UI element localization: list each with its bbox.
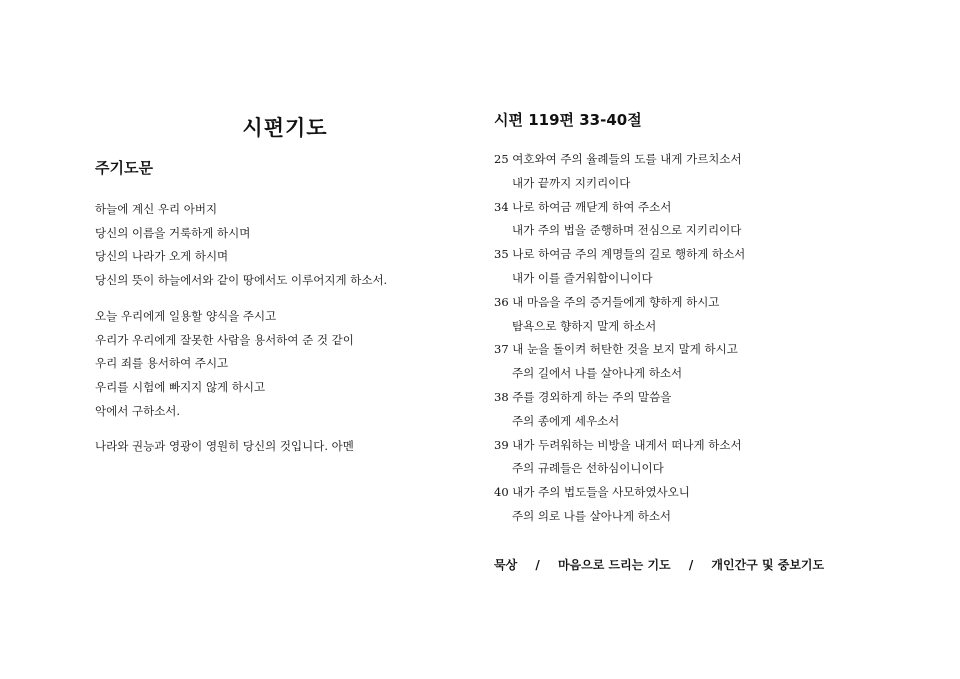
verse-line: 39 내가 두려워하는 비방을 내게서 떠나게 하소서 [494, 437, 742, 452]
verse-continuation: 내가 끝까지 지키리이다 [512, 175, 631, 190]
prayer-line: 우리가 우리에게 잘못한 사람을 용서하여 준 것 같이 [95, 332, 354, 347]
footer-item-intercession: 개인간구 및 중보기도 [711, 558, 825, 572]
footer-separator: / [535, 558, 540, 572]
verse-line: 37 내 눈을 돌이켜 허탄한 것을 보지 말게 하시고 [494, 342, 738, 357]
prayer-line: 하늘에 계신 우리 아버지 [95, 202, 218, 216]
verse-continuation: 주의 종에게 세우소서 [512, 413, 620, 428]
prayer-paragraph [95, 305, 455, 424]
verse [494, 148, 914, 196]
prayer-paragraph [95, 435, 455, 459]
verse [494, 434, 914, 482]
prayer-line: 당신의 나라가 오게 하시며 [95, 249, 229, 264]
prayer-line: 당신의 뜻이 하늘에서와 같이 땅에서도 이루어지게 하소서. [95, 273, 388, 288]
prayer-line: 우리를 시험에 빠지지 않게 하시고 [95, 379, 266, 394]
verse-line: 34 나로 하여금 깨닫게 하여 주소서 [494, 199, 672, 214]
verse [494, 386, 914, 434]
prayer-line: 나라와 권능과 영광이 영원히 당신의 것입니다. 아멘 [95, 439, 354, 454]
prayer-line: 우리 죄를 용서하여 주시고 [95, 356, 229, 371]
section-title: 주기도문 [95, 159, 153, 177]
prayer-order-footer [494, 556, 824, 573]
verse-line: 36 내 마음을 주의 증거들에게 향하게 하시고 [494, 294, 720, 309]
verse-continuation: 내가 이를 즐거워함이니이다 [512, 270, 653, 285]
verse [494, 291, 914, 339]
verse-line: 25 여호와여 주의 율례들의 도를 내게 가르치소서 [494, 152, 742, 166]
verse [494, 338, 914, 386]
verse-line: 38 주를 경외하게 하는 주의 말씀을 [494, 389, 672, 404]
psalm-title: 시편 119편 33-40절 [494, 111, 642, 129]
prayer-line: 당신의 이름을 거룩하게 하시며 [95, 225, 251, 240]
verse-continuation: 주의 길에서 나를 살아나게 하소서 [512, 366, 683, 381]
verse-line: 40 내가 주의 법도들을 사모하였사오니 [494, 485, 690, 500]
verse-line: 35 나로 하여금 주의 계명들의 길로 행하게 하소서 [494, 247, 746, 262]
footer-item-meditation: 묵상 [494, 558, 518, 572]
footer-separator: / [688, 558, 694, 572]
footer-item-heart-prayer: 마음으로 드리는 기도 [557, 558, 671, 572]
verse [494, 481, 914, 529]
verse [494, 196, 914, 244]
prayer-line: 악에서 구하소서. [95, 403, 181, 418]
verse-continuation: 주의 의로 나를 살아나게 하소서 [512, 508, 672, 523]
verse-continuation: 탐욕으로 향하지 말게 하소서 [512, 318, 657, 333]
verse-continuation: 주의 규례들은 선하심이니이다 [512, 461, 664, 476]
prayer-paragraph [95, 198, 455, 293]
lords-prayer [95, 198, 455, 471]
verse-continuation: 내가 주의 법을 준행하며 전심으로 지키리이다 [512, 223, 742, 238]
prayer-line: 오늘 우리에게 일용할 양식을 주시고 [95, 308, 277, 323]
verse [494, 243, 914, 291]
page-title: 시편기도 [242, 116, 328, 140]
psalm-verses [494, 148, 914, 529]
